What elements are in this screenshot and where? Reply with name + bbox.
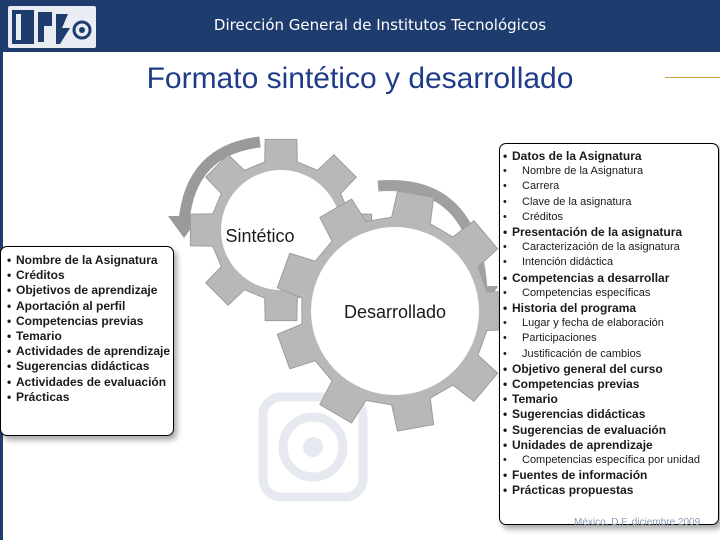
developed-list-subitem: • Carrera: [512, 179, 718, 194]
synthetic-list-item: • Actividades de aprendizaje: [16, 344, 173, 359]
developed-list-item: • Presentación de la asignatura: [512, 225, 718, 240]
developed-list-item: • Historia del programa: [512, 301, 718, 316]
developed-list-item: • Objetivo general del curso: [512, 362, 718, 377]
synthetic-list-item: • Créditos: [16, 268, 173, 283]
synthetic-list-item: • Aportación al perfil: [16, 299, 173, 314]
synthetic-list-item: • Nombre de la Asignatura: [16, 253, 173, 268]
title-accent-line: [665, 77, 720, 78]
developed-list-item: • Unidades de aprendizaje: [512, 438, 718, 453]
header-title: Dirección General de Institutos Tecnológicos: [213, 16, 547, 34]
synthetic-list-item: • Actividades de evaluación: [16, 375, 173, 390]
synthetic-format-list: [1, 247, 173, 405]
logo-icon: [8, 6, 96, 48]
developed-list-subitem: • Competencias específica por unidad: [512, 453, 718, 468]
developed-list-subitem: • Clave de la asignatura: [512, 195, 718, 210]
developed-list-item: • Prácticas propuestas: [512, 483, 718, 498]
synthetic-list-item: • Objetivos de aprendizaje: [16, 283, 173, 298]
developed-list-subitem: • Créditos: [512, 210, 718, 225]
footer-date: México, D.F. diciembre 2009: [574, 517, 701, 528]
developed-list-item: • Fuentes de información: [512, 468, 718, 483]
gear-label-sintetico: Sintético: [225, 226, 295, 246]
developed-list-subitem: • Intención didáctica: [512, 255, 718, 270]
synthetic-list-item: • Competencias previas: [16, 314, 173, 329]
synthetic-list-item: • Prácticas: [16, 390, 173, 405]
header-bar: [0, 0, 720, 52]
developed-list-subitem: • Participaciones: [512, 331, 718, 346]
developed-format-list: [500, 144, 718, 499]
developed-list-subitem: • Lugar y fecha de elaboración: [512, 316, 718, 331]
developed-list-subitem: • Justificación de cambios: [512, 347, 718, 362]
developed-list-item: • Competencias previas: [512, 377, 718, 392]
developed-list-subitem: • Caracterización de la asignatura: [512, 240, 718, 255]
developed-format-box: [499, 143, 719, 525]
developed-list-item: • Sugerencias didácticas: [512, 407, 718, 422]
developed-list-subitem: • Competencias específicas: [512, 286, 718, 301]
gear-label-desarrollado: Desarrollado: [343, 302, 447, 322]
developed-list-subitem: • Nombre de la Asignatura: [512, 164, 718, 179]
developed-list-item: • Datos de la Asignatura: [512, 149, 718, 164]
synthetic-list-item: • Sugerencias didácticas: [16, 359, 173, 374]
institution-logo: [8, 6, 96, 48]
developed-list-item: • Competencias a desarrollar: [512, 271, 718, 286]
developed-list-item: • Temario: [512, 392, 718, 407]
synthetic-format-box: [0, 246, 174, 436]
slide-title: Formato sintético y desarrollado: [146, 62, 574, 95]
developed-list-item: • Sugerencias de evaluación: [512, 423, 718, 438]
synthetic-list-item: • Temario: [16, 329, 173, 344]
